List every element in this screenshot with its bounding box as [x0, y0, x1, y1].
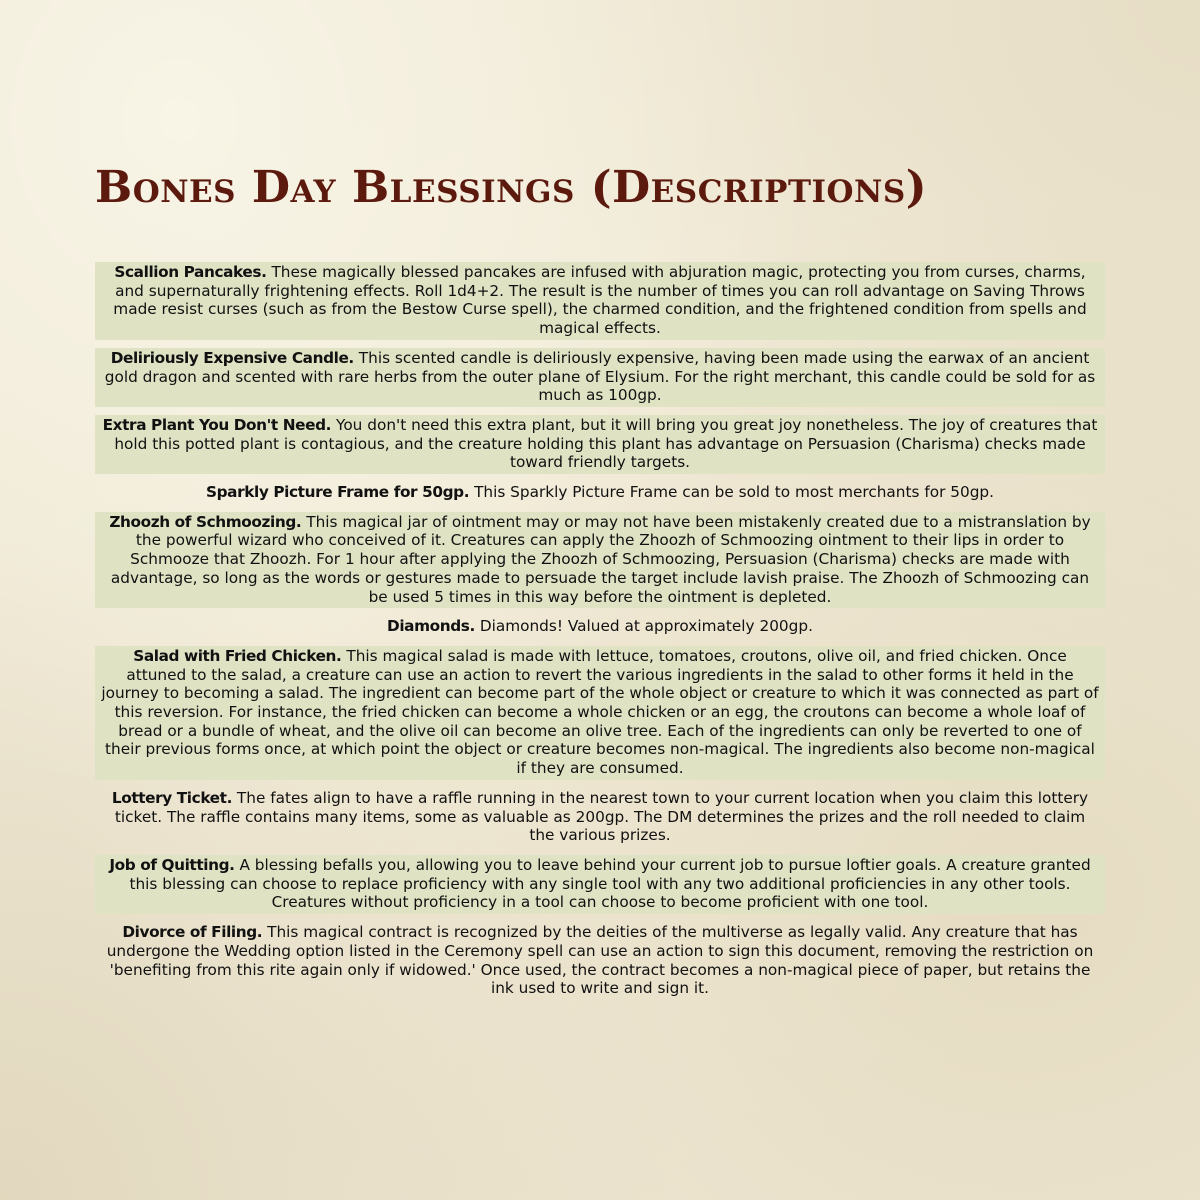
blessing-description: This Sparkly Picture Frame can be sold to most merchants for 50gp. — [474, 483, 994, 502]
blessing-description: This scented candle is deliriously expensive, having been made using the earwax of an ancient gold dragon and scented with rare herbs from the outer plane of Elysium. For the right merchant, this candle could be sold for as much as 100gp. — [104, 348, 1096, 405]
blessing-name: Scallion Pancakes. — [114, 263, 272, 281]
blessing-description: These magically blessed pancakes are infused with abjuration magic, protecting you from curses, charms, and supernaturally frightening effects. Roll 1d4+2. The result is the number of times you can roll advantage on Saving Throws made resist curses (such as from the Bestow Curse spell), the charmed condition, and the frightened condition from spells and magical effects. — [113, 263, 1087, 338]
blessing-entry-salad — [95, 646, 1105, 780]
blessing-entry-extra-plant — [95, 415, 1105, 474]
blessing-description: This magical jar of ointment may or may not have been mistakenly created due to a mistranslation by the powerful wizard who conceived of it. Creatures can apply the Zhoozh of Schmoozing ointment to their lips in order to Schmooze that Zhoozh. For 1 hour after applying the Zhoozh of Schmoozing, Persuasion (Charisma) checks are made with advantage, so long as the words or gestures made to persuade the target include lavish praise. The Zhoozh of Schmoozing can be used 5 times in this way before the ointment is depleted. — [110, 512, 1091, 606]
blessing-name: Lottery Ticket. — [111, 788, 237, 807]
page-title: Bones Day Blessings (Descriptions) — [95, 162, 928, 213]
blessing-name: Zhoozh of Schmoozing. — [109, 512, 307, 531]
blessing-description: This magical contract is recognized by the deities of the multiverse as legally valid. Any creature that has undergone the Wedding option listed in the Ceremony spell can use an action to sign this document, removing the restriction on 'benefiting from this rite again only if widowed.' Once used, the contract becomes a non-magical piece of paper, but retains the ink used to write and sign it. — [106, 923, 1094, 998]
blessing-description: You don't need this extra plant, but it will bring you great joy nonetheless. The joy of creatures that hold this potted plant is contagious, and the creature holding this plant has advantage on Persuasion (Charisma) checks made toward friendly targets. — [114, 415, 1098, 472]
blessing-name: Deliriously Expensive Candle. — [110, 348, 359, 367]
blessing-name: Sparkly Picture Frame for 50gp. — [206, 483, 475, 502]
blessing-entry-picture-frame — [95, 482, 1105, 504]
blessing-entry-lottery-ticket — [95, 788, 1105, 847]
blessing-entry-divorce-of-filing — [95, 922, 1105, 1000]
blessing-description: Diamonds! Valued at approximately 200gp. — [479, 617, 813, 636]
blessing-name: Job of Quitting. — [109, 855, 240, 874]
blessing-name: Salad with Fried Chicken. — [133, 646, 347, 665]
blessing-description: This magical salad is made with lettuce, tomatoes, croutons, olive oil, and fried chicken. Once attuned to the salad, a creature can use an action to revert the various ingredients in the salad to other forms it held in the journey to becoming a salad. The ingredient can become part of the whole object or creature to which it was connected as part of this reversion. For instance, the fried chicken can become a whole chicken or an egg, the croutons can become a whole loaf of bread or a bundle of wheat, and the olive oil can become an olive tree. Each of the ingredients can only be reverted to one of their previous forms once, at which point the object or creature becomes non-magical. The ingredients also become non-magical if they are consumed. — [101, 646, 1099, 778]
blessing-name: Diamonds. — [387, 617, 480, 636]
blessing-description: A blessing befalls you, allowing you to leave behind your current job to pursue loftier goals. A creature granted this blessing can choose to replace proficiency with any single tool with any two additional proficiencies in any other tools. Creatures without proficiency in a tool can choose to become proficient with one tool. — [129, 855, 1091, 912]
blessing-entry-expensive-candle — [95, 348, 1105, 407]
blessing-description: The fates align to have a raffle running in the nearest town to your current location when you claim this lottery ticket. The raffle contains many items, some as valuable as 200gp. The DM determines the prizes and the roll needed to claim the various prizes. — [114, 788, 1089, 845]
blessing-entry-diamonds — [95, 616, 1105, 638]
blessing-name: Divorce of Filing. — [122, 923, 268, 942]
blessing-list — [95, 262, 1105, 1008]
blessing-entry-job-of-quitting — [95, 855, 1105, 914]
blessing-entry-scallion-pancakes — [95, 262, 1105, 340]
document-page — [95, 0, 1105, 1200]
blessing-entry-zhoozh — [95, 512, 1105, 609]
blessing-name: Extra Plant You Don't Need. — [102, 415, 337, 434]
